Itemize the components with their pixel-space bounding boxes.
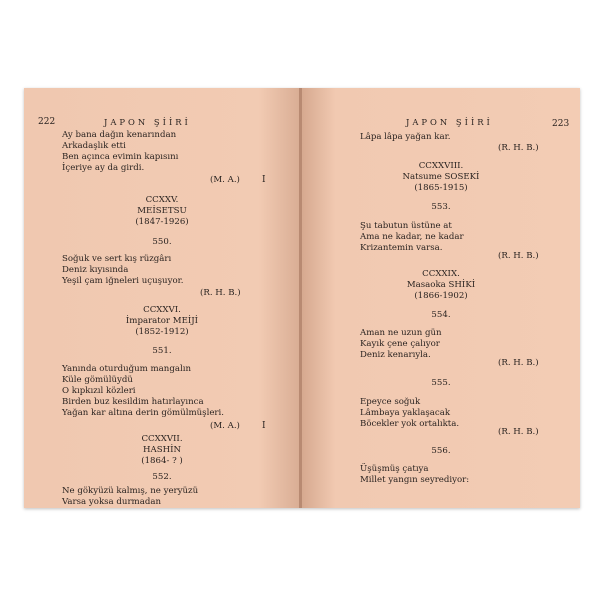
poem-line: İçeriye ay da girdi. [62,163,145,173]
translator-credit: (R. H. B.) [498,143,539,153]
page-number: 222 [38,117,56,127]
margin-mark: I [262,175,266,185]
poem-line: Aman ne uzun gün [360,328,442,338]
poem-line: Lâmbaya yaklaşacak [360,408,451,418]
poem-line: O kıpkızıl közleri [62,386,136,396]
poem-line: Şu tabutun üstüne at [360,221,452,231]
poem-number: 553. [431,202,451,212]
poem-line: Üşüşmüş çatıya [360,464,429,474]
poem-number: 555. [431,378,451,388]
page-number: 223 [552,119,570,129]
poem-number: 551. [152,346,172,356]
poet-years: (1852-1912) [135,327,189,337]
poem-line: Soğuk ve sert kış rüzgârı [62,254,172,264]
left-page [24,88,300,508]
section-numeral: CCXXVI. [143,305,181,315]
poet-name: HASHİN [143,445,181,455]
poem-line: Ne gökyüzü kalmış, ne yeryüzü [62,486,199,496]
poem-line: Yeşil çam iğneleri uçuşuyor. [62,276,184,286]
translator-credit: (M. A.) [210,421,240,431]
poem-line: Böcekler yok ortalıkta. [360,419,460,429]
poem-line: Küle gömülüydü [62,375,133,385]
poet-name: MEİSETSU [137,206,187,216]
poet-name: Natsume SOSEKİ [402,172,480,182]
poem-line: Kayık çene çalıyor [360,339,440,349]
poem-line: Epeyce soğuk [360,397,421,407]
poem-line: Yanında oturduğum mangalın [62,364,191,374]
margin-mark: I [262,421,266,431]
poem-number: 552. [152,472,172,482]
translator-credit: (M. A.) [210,175,240,185]
poem-line: Krizantemin varsa. [360,243,443,253]
poem-number: 550. [152,237,172,247]
poem-line: Arkadaşlık etti [62,141,126,151]
running-header: JAPON ŞİİRİ [406,117,493,127]
poem-line: Ay bana dağın kenarından [62,130,177,140]
poem-line: Deniz kenarıyla. [360,350,431,360]
poem-line: Varsa yoksa durmadan [62,497,161,507]
translator-credit: (R. H. B.) [498,358,539,368]
section-numeral: CCXXVIII. [418,161,464,171]
section-numeral: CCXXV. [145,195,179,205]
poet-name: Masaoka SHİKİ [406,280,476,290]
poem-line: Birden buz kesildim hatırlayınca [62,397,204,407]
translator-credit: (R. H. B.) [498,251,539,261]
poem-line: Deniz kıyısında [62,265,129,275]
right-page [302,88,580,508]
poem-number: 554. [431,310,451,320]
running-header: JAPON ŞİİRİ [104,117,191,127]
poem-line: Lâpa lâpa yağan kar. [360,132,451,142]
poem-number: 556. [431,446,451,456]
poem-line: Millet yangın seyrediyor: [360,475,470,485]
poet-years: (1847-1926) [135,217,189,227]
open-book [24,88,580,508]
poem-line: Ben açınca evimin kapısını [62,152,179,162]
poet-years: (1866-1902) [414,291,468,301]
translator-credit: (R. H. B.) [498,427,539,437]
poem-line: Ama ne kadar, ne kadar [360,232,464,242]
translator-credit: (R. H. B.) [200,288,241,298]
poet-years: (1865-1915) [414,183,468,193]
poem-line: Yağan kar altına derin gömülmüşleri. [62,408,224,418]
poet-name: İmparator MEİJİ [125,316,199,326]
section-numeral: CCXXIX. [422,269,460,279]
poet-years: (1864- ? ) [141,456,183,466]
section-numeral: CCXXVII. [141,434,183,444]
